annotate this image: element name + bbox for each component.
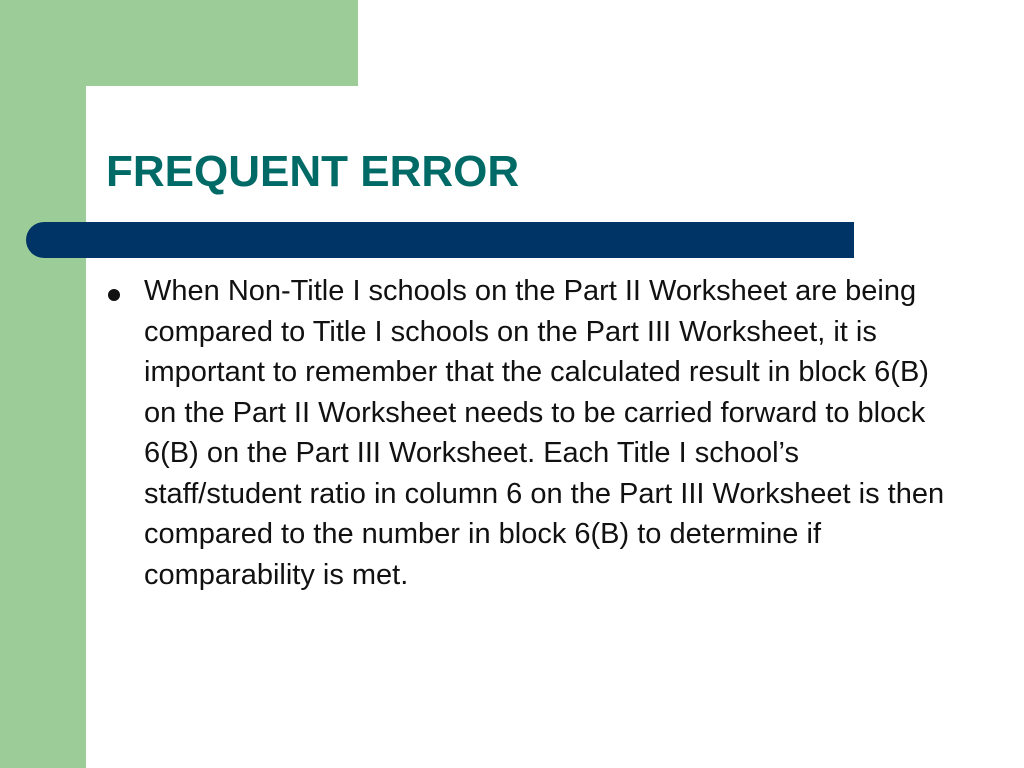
slide-title: FREQUENT ERROR <box>106 147 520 196</box>
bullet-dot-icon <box>108 289 120 301</box>
bullet-item <box>100 271 950 595</box>
bullet-list <box>100 271 950 595</box>
top-accent-block <box>0 0 358 86</box>
title-divider-bar <box>26 222 854 258</box>
left-accent-bar <box>0 0 86 768</box>
bullet-text: When Non-Title I schools on the Part II Worksheet are being compared to Title I schools on the Part III Worksheet, it is important to remember that the calculated result in block 6(B) on the Part II Worksheet needs to be carried forward to block 6(B) on the Part III Worksheet. Each Title I school’s staff/student ratio in column 6 on the Part III Worksheet is then compared to the number in block 6(B) to determine if comparability is met. <box>144 275 945 591</box>
